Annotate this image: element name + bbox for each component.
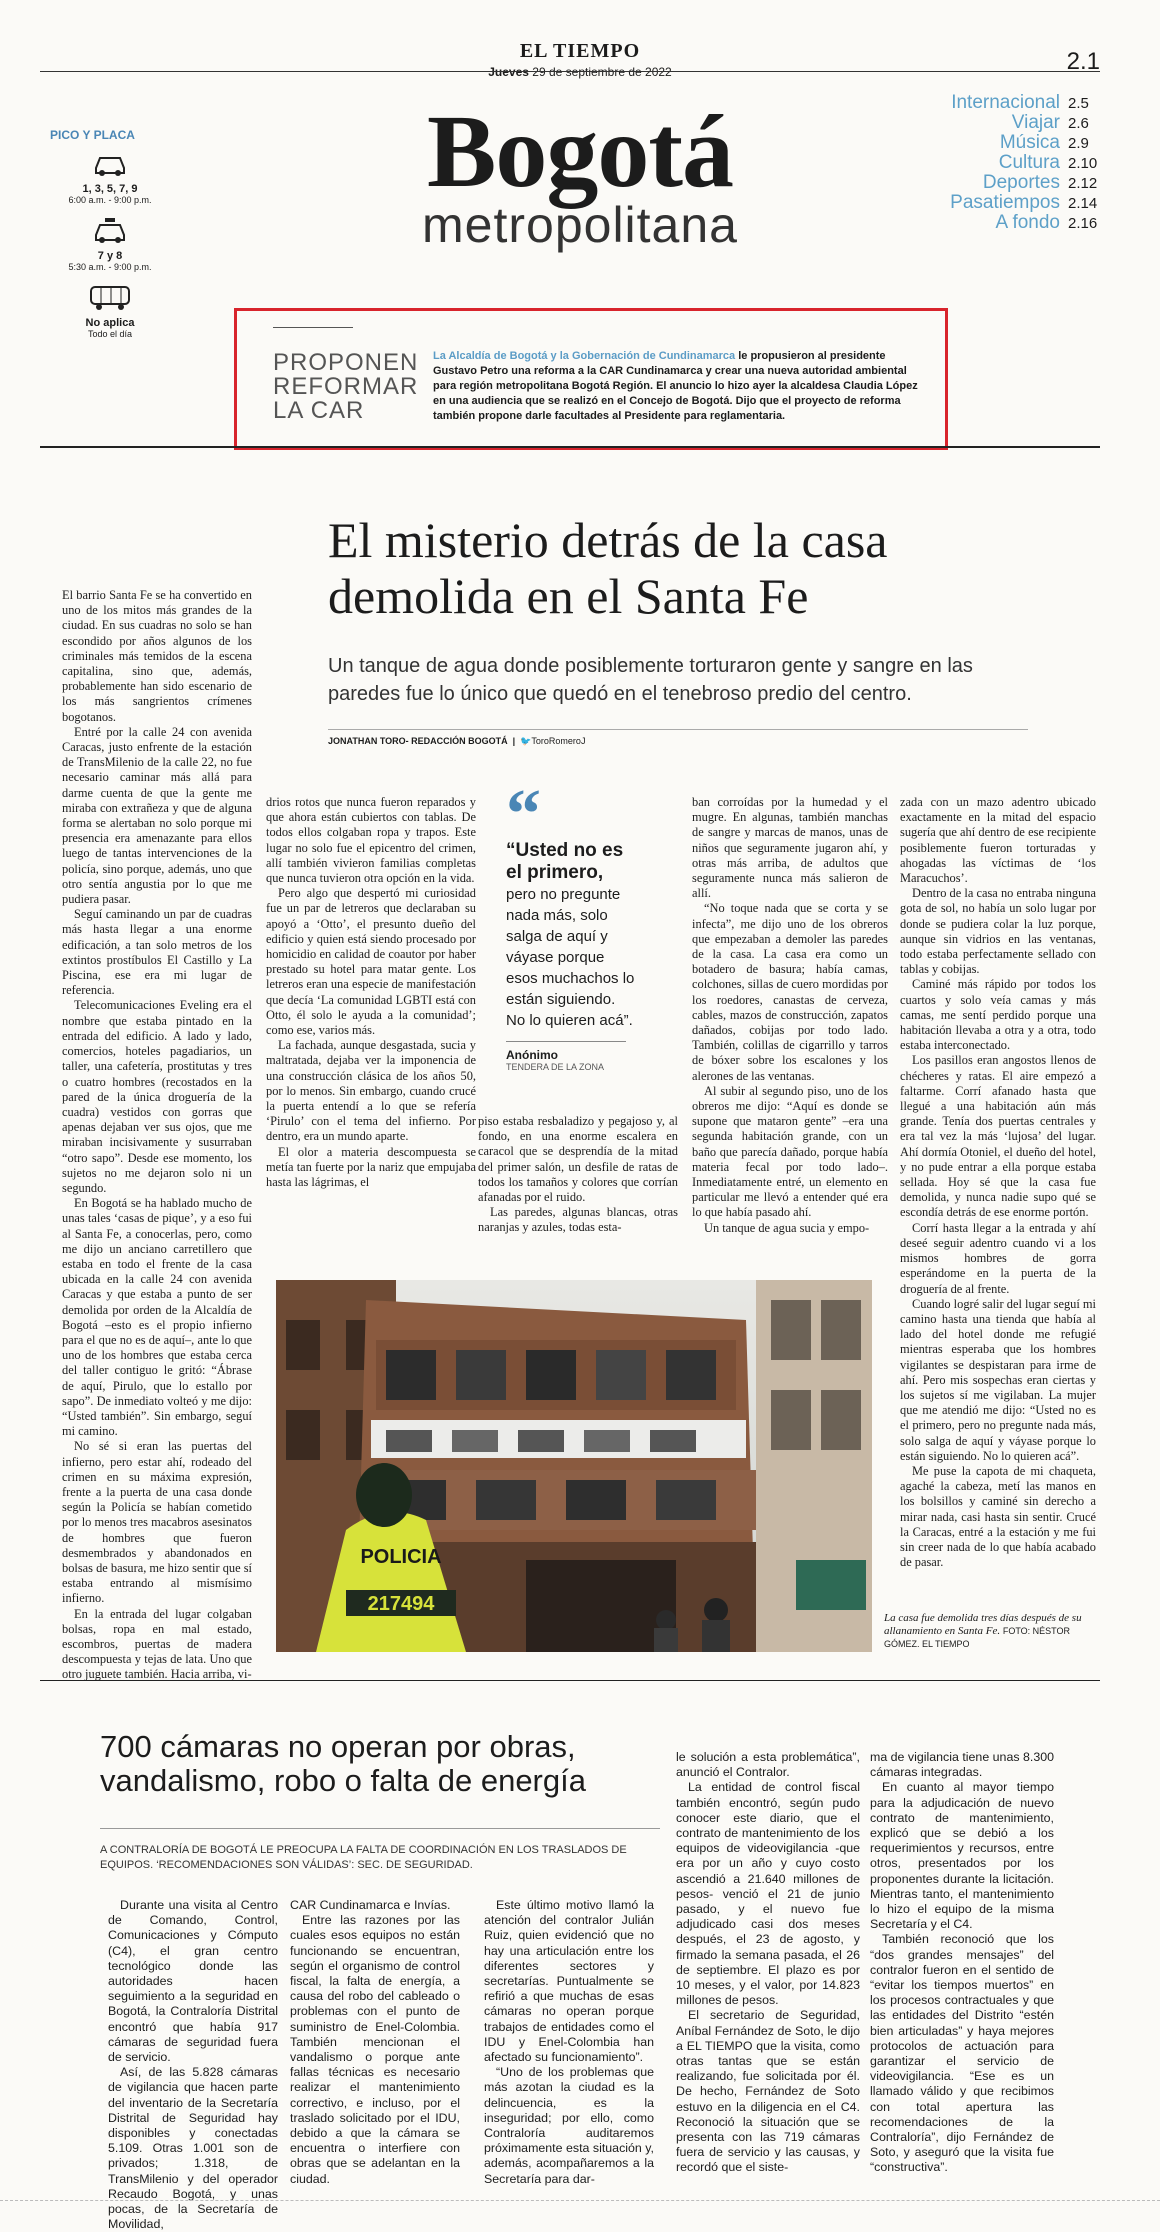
- quote-author: Anónimo: [506, 1048, 558, 1062]
- paragraph: “No toque nada que se corta y se infecta”, me dijo uno de los obreros que empezaban a demoler las paredes de la casa. La casa era como un botadero de basura; había camas, colchones, sillas de cuero mordidas por los roedores, canastas de cerveza, cables, mazos de construcción, zapatos dañados, cobijas por todo lado. También, colillas de cigarrillo y tarros de bóxer sobre los escalones y los alerones de las ventanas.: [692, 901, 888, 1083]
- pico-hours: 5:30 a.m. - 9:00 p.m.: [68, 262, 152, 272]
- paragraph: En la entrada del lugar colgaban bolsas, ropa en mal estado, escombros, puertas de madera descompuesta y tejas de lata. Uno que otro juguete también. Hacia arriba, vi-: [62, 1606, 252, 1682]
- main-column-4: [900, 795, 1096, 1570]
- quote-text: pero no pregunte nada más, solo salga de aquí y váyase porque esos muchachos lo están siguiendo. No lo quieren acá”.: [506, 886, 635, 1029]
- byline: JONATHAN TORO- REDACCIÓN BOGOTÁ | 🐦ToroRomeroJ: [328, 736, 586, 746]
- second-column-2: [290, 1898, 460, 2187]
- paragraph: Pero algo que despertó mi curiosidad fue un par de letreros que declaraban su apoyó a ‘Otto’, el presunto dueño del edificio y quien está siendo procesado por homicidio en calidad de coautor por haber prestado su hotel para matar gente. Los letreros eran una especie de manifestación que decía ‘La comunidad LGBTI está con Otto, él solo le ayuda a la comunidad’; como ese, varios más.: [266, 886, 476, 1038]
- index-item-page: 2.6: [1068, 115, 1089, 132]
- paragraph: No sé si eran las puertas del infierno, pero estar ahí, rodeado del crimen en su máxima expresión, frente a la puerta de una casa donde según la Policía se habían cometido por lo menos tres macabros asesinatos de hombres que fueron desmembrados y abandonados en bolsas de basura, me hizo sentir que sí estaba entrando al mismísimo infierno.: [62, 1439, 252, 1606]
- paragraph: Los pasillos eran angostos llenos de chécheres y ratas. El aire empezó a faltarme. Corrí afanado hasta que llegué a una habitación aún más grande. Tenía dos puertas centrales y era tal vez la más ‘lujosa’ del lugar. Ahí dormía Otoniel, el dueño del hotel, y no pude entrar a ella porque estaba sellada. Hoy sé que la casa fue demolida, y nunca nadie supo qué se escondía detrás de ese enorme portón.: [900, 1053, 1096, 1220]
- promo-box: [234, 308, 948, 450]
- twitter-icon: 🐦: [520, 736, 532, 746]
- section-index: [880, 92, 1100, 232]
- quote-role: TENDERA DE LA ZONA: [506, 1062, 605, 1072]
- photo-vest-label: POLICIA: [360, 1546, 442, 1568]
- paragraph: En Bogotá se ha hablado mucho de unas tales ‘casas de pique’, y a eso fui al Santa Fe, a conocerlas, pero, como me dijo un anciano carretillero que estaba en todo el frente de la casa ubicada en la calle 24 con avenida Caracas y que estaba a punto de ser demolida por orden de la Alcaldía de Bogotá –esto es el propio infierno para el que no es de aquí–, ante lo que uno de los hombres que estaba cerca del taller contiguo le gritó: “Ábrase de aquí, Pirulo, que lo estallo por sapo”. De inmediato volteó y me dijo: “Usted también”. Sin embargo, seguí mi camino.: [62, 1196, 252, 1439]
- index-item-name: Música: [999, 132, 1060, 153]
- promo-mark: [273, 327, 353, 328]
- pico-days: No aplica: [85, 317, 135, 329]
- paragraph: Dentro de la casa no entraba ninguna gota de sol, no había un solo lugar por donde se pudiera colar la luz porque, aunque sin vidrios en las ventanas, todo estaba perfectamente sellado con tablas y cobijas.: [900, 886, 1096, 977]
- taxi-icon: [50, 217, 170, 250]
- paragraph: En cuanto al mayor tiempo para la adjudicación de nuevo contrato de mantenimiento, explicó que se debió a los requerimientos y recursos, entre otros, presentados por los proponentes durante la licitación. Mientras tanto, el mantenimiento lo hizo el equipo de la misma Secretaría y el C4.: [870, 1780, 1054, 1932]
- story-photo: [276, 1280, 872, 1652]
- index-item: [880, 112, 1100, 132]
- date-rest: 29 de septiembre de 2022: [532, 65, 672, 79]
- pico-days: 1, 3, 5, 7, 9: [82, 183, 138, 195]
- second-headline: 700 cámaras no operan por obras, vandalismo, robo o falta de energía: [100, 1729, 586, 1798]
- paragraph: ban corroídas por la humedad y el mugre. En algunas, también manchas de sangre y marcas de manos, unas de niños que seguramente jugaron ahí, y otras más arriba, de adultos que seguramente nunca más salieron de allí.: [692, 795, 888, 901]
- main-column-2b: [478, 1114, 678, 1236]
- pico-y-placa-box: [50, 128, 170, 351]
- paragraph: zada con un mazo adentro ubicado exactamente en la mitad del espacio sugería que ahí dentro de ese recipiente posiblemente fueron torturadas y ahogadas las víctimas de ‘los Maracuchos’.: [900, 795, 1096, 886]
- paragraph: Durante una visita al Centro de Comando, Control, Comunicaciones y Cómputo (C4), el gran centro tecnológico donde las autoridades hacen seguimiento a la seguridad en Bogotá, la Contraloría Distrital encontró que había 917 cámaras de seguridad fuera de servicio.: [108, 1898, 278, 2065]
- section-rule: [40, 446, 1100, 448]
- paragraph: Caminé más rápido por todos los cuartos y solo veía camas y más camas, me sentí perdido porque una habitación llevaba a otra y a otra, todo estaba interconectado.: [900, 977, 1096, 1053]
- paragraph: Me puse la capota de mi chaqueta, agaché la cabeza, metí las manos en los bolsillos y caminé sin derecho a mirar nada, casi hasta sin sentir. Crucé la Caracas, entré a la estación y me fui sin creer nada de lo que había acabado de pasar.: [900, 1463, 1096, 1570]
- second-deck: A CONTRALORÍA DE BOGOTÁ LE PREOCUPA LA FALTA DE COORDINACIÓN EN LOS TRASLADOS DE EQUIPOS. ‘RECOMENDACIONES SON VÁLIDAS’: SEC. DE SEGURIDAD.: [100, 1844, 627, 1871]
- page-number: 2.1: [1066, 48, 1100, 75]
- photo-vest-number: 217494: [367, 1593, 435, 1615]
- promo-head: [273, 351, 418, 423]
- paragraph: Al subir al segundo piso, uno de los obreros me dijo: “Aquí es donde se supone que mataron gente” –era una segunda habitación grande, con un baño que parecía dañado, porque había materia fecal por todo lado–. Inmediatamente entré, un elemento en particular me llevó a entender qué era lo que había pasado ahí.: [692, 1083, 888, 1220]
- quote-lead: “Usted no es el primero,: [506, 840, 624, 883]
- paragraph: drios rotos que nunca fueron reparados y que ahora están cubiertos con tablas. De todos ellos colgaban ropa y trapos. Este lugar no solo fue el epicentro del crimen, allí también vivieron familias completas que nunca tuvieron otra opción en la vida.: [266, 795, 476, 886]
- index-item-page: 2.5: [1068, 95, 1089, 112]
- paragraph: La fachada, aunque desgastada, sucia y maltratada, dejaba ver la imponencia de una construcción clásica de los años 50, por lo menos. Sin embargo, cuando crucé la puerta entendí a lo que se refería ‘Pirulo’ con el tema del infierno. Por dentro, era un mundo aparte.: [266, 1038, 476, 1144]
- paragraph: También reconoció que los “dos grandes mensajes” del contralor fueron en el sentido de “evitar los tiempos muertos” en los procesos contractuales y que las entidades del Distrito “estén bien articuladas” y haya mejores protocolos de actuación para garantizar el servicio de videovigilancia. “Ese es un llamado válido y que recibimos con total apertura las recomendaciones de la Contraloría”, dijo Fernández de Soto, y aseguró que la visita fue “constructiva”.: [870, 1932, 1054, 2175]
- paragraph: Entré por la calle 24 con avenida Caracas, justo enfrente de la estación de TransMilenio de la calle 22, no fue necesario caminar más allá para darme cuenta de que la gente me miraba con extrañeza y que de alguna forma se alertaban no solo porque mi presencia era amenazante para ellos luego de tantas intervenciones de la policía, sino porque, además, uno que otro sentía angustia por lo que me pudiera pasar.: [62, 724, 252, 907]
- masthead: [0, 40, 1160, 79]
- index-item-name: Pasatiempos: [950, 192, 1060, 213]
- newspaper-name: EL TIEMPO: [519, 40, 641, 62]
- pull-quote: [506, 776, 636, 1072]
- byline-twitter: ToroRomeroJ: [531, 736, 586, 746]
- paragraph: Corrí hasta llegar a la entrada y ahí deseé seguir adentro cuando vi a los mismos hombres de gorra esperándome en la puerta de la droguería de al frente.: [900, 1220, 1096, 1296]
- index-item: [880, 92, 1100, 112]
- promo-head-line: REFORMAR: [273, 373, 419, 400]
- index-item-page: 2.16: [1068, 215, 1098, 232]
- paragraph: ma de vigilancia tiene unas 8.300 cámaras integradas.: [870, 1750, 1054, 1780]
- pico-item-car: [50, 152, 170, 205]
- paragraph: “Uno de los problemas que más azotan la ciudad es la delincuencia, es la inseguridad; por ello, como Contraloría auditaremos próximamente esta situación y, además, acompañaremos a la Secretaría para dar-: [484, 2065, 654, 2186]
- quote-rule: [506, 1041, 626, 1042]
- paragraph: CAR Cundinamarca e Invías.: [290, 1898, 451, 1912]
- second-column-4: [676, 1750, 860, 2176]
- promo-body: le propusieron al presidente Gustavo Petro una reforma a la CAR Cundinamarca y crear una nueva autoridad ambiental para región metropolitana Bogotá Región. El anuncio lo hizo ayer la alcaldesa Claudia López en una audiencia que se realizó en el Concejo de Bogotá. Dijo que el proyecto de reforma también propone darle facultades al Presidente para reglamentaria.: [433, 350, 918, 422]
- index-item-name: Deportes: [982, 172, 1060, 193]
- second-column-5: [870, 1750, 1054, 2176]
- masthead-rule: [40, 71, 1100, 72]
- main-headline: El misterio detrás de la casa demolida en el Santa Fe: [328, 512, 888, 624]
- paragraph: Así, de las 5.828 cámaras de vigilancia que hacen parte del inventario de la Secretaría Distrital de Seguridad hay disponibles y conectadas 5.109. Otras 1.001 son de privados; 1.318, de TransMilenio y del operador Recaudo Bogotá, y unas pocas, de la Secretaría de Movilidad,: [108, 2065, 278, 2232]
- index-item-page: 2.10: [1068, 155, 1098, 172]
- promo-head-line: LA CAR: [273, 397, 365, 424]
- paragraph: El olor a materia descompuesta se metía tan fuerte por la nariz que empujaba hasta las lágrimas, el: [266, 1144, 476, 1190]
- pico-days: 7 y 8: [97, 250, 123, 262]
- index-item: [880, 152, 1100, 172]
- index-item: [880, 172, 1100, 192]
- photo-credit: FOTO: NÉSTOR GÓMEZ. EL TIEMPO: [884, 1626, 1071, 1649]
- second-headline-rule: [100, 1828, 660, 1829]
- photo-caption: [884, 1612, 1094, 1651]
- main-subhead: Un tanque de agua donde posiblemente torturaron gente y sangre en las paredes fue lo único que quedó en el tenebroso predio del centro.: [328, 655, 973, 705]
- index-item: [880, 212, 1100, 232]
- paragraph: Un tanque de agua sucia y empo-: [704, 1220, 870, 1235]
- paragraph: Entre las razones por las cuales esos equipos no están funcionando se encuentran, según el organismo de control fiscal, la falta de energía, a causa del robo del cableado o problemas con el punto de suministro de Enel-Colombia. También mencionan el vandalismo o porque ante fallas técnicas es necesario realizar el mantenimiento correctivo, e incluso, por el traslado solicitado por el IDU, debido a que la cámara se encuentra o interfiere con obras que se adelantan en la ciudad.: [290, 1913, 460, 2186]
- issue-date: [0, 65, 1160, 79]
- pico-hours: 6:00 a.m. - 9:00 p.m.: [68, 195, 152, 205]
- index-item-name: A fondo: [995, 212, 1060, 233]
- paragraph: Las paredes, algunas blancas, otras naranjas y azules, todas esta-: [478, 1205, 678, 1235]
- index-item-name: Viajar: [1011, 112, 1060, 133]
- index-item-page: 2.14: [1068, 195, 1098, 212]
- promo-lead: La Alcaldía de Bogotá y la Gobernación de Cundinamarca: [433, 350, 736, 362]
- main-column-1: [62, 588, 252, 1683]
- caption-text: La casa fue demolida tres días después de su allanamiento en Santa Fe.: [884, 1612, 1082, 1637]
- paragraph: Este último motivo llamó la atención del contralor Julián Ruiz, quien evidenció que no hay una articulación entre los diferentes sectores y secretarías. Puntualmente se refirió a que muchas de esas cámaras no operan porque trabajos de entidades como el IDU y Enel-Colombia han afectado su funcionamiento”.: [484, 1898, 654, 2065]
- index-item-name: Cultura: [998, 152, 1060, 173]
- byline-author: JONATHAN TORO- REDACCIÓN BOGOTÁ: [328, 736, 508, 746]
- paragraph: Cuando logré salir del lugar seguí mi camino hasta una tienda que había al lado del hotel donde me refugié mientras esperaba que los hombres vigilantes se despistaran para irme de ahí. Pero mis sospechas eran ciertas y los sujetos sí me vigilaban. La mujer que me atendió me dijo: “Usted no es el primero, pero no pregunte nada más, solo salga de aquí y váyase porque lo están siguiendo. No lo quieren acá”.: [900, 1296, 1096, 1463]
- main-column-2: [266, 795, 476, 1190]
- car-icon: [50, 152, 170, 183]
- section-title: Bogotá: [427, 94, 733, 209]
- index-item-page: 2.12: [1068, 175, 1098, 192]
- second-column-3: [484, 1898, 654, 2187]
- date-day: Jueves: [488, 65, 529, 79]
- promo-text: [433, 349, 929, 424]
- truck-icon: [50, 284, 170, 317]
- paragraph: El barrio Santa Fe se ha convertido en uno de los mitos más grandes de la ciudad. En sus cuadras no solo se han escondido por años algunos de los criminales más temidos de la escena capitalina, sino que, además, probablemente han sido escenario de los más sangrientos crímenes bogotanos.: [62, 588, 252, 724]
- paragraph: Seguí caminando un par de cuadras más hasta llegar a una enorme edificación, a tan solo metros de los extintos prostíbulos El Castillo y La Piscina, ese era mi lugar de referencia.: [62, 907, 252, 998]
- paragraph: le solución a esta problemática”, anunció el Contralor.: [676, 1750, 860, 1780]
- main-column-3: [692, 795, 888, 1236]
- promo-head-line: PROPONEN: [273, 349, 419, 376]
- pico-y-placa-title: PICO Y PLACA: [50, 128, 135, 142]
- section-title-block: [330, 94, 830, 254]
- second-column-1: [108, 1898, 278, 2232]
- pico-hours: Todo el día: [87, 329, 133, 339]
- subhead-rule: [328, 729, 1028, 730]
- quote-mark-icon: “: [506, 776, 541, 853]
- index-item: [880, 132, 1100, 152]
- index-item-page: 2.9: [1068, 135, 1089, 152]
- section-subtitle: metropolitana: [422, 197, 738, 253]
- index-item: [880, 192, 1100, 212]
- story-divider: [40, 1680, 1100, 1681]
- page-footer-line: [0, 2200, 1160, 2201]
- pico-item-taxi: [50, 217, 170, 272]
- paragraph: Telecomunicaciones Eveling era el nombre que estaba pintado en la entrada del edificio. A lado y lado, comercios, hoteles pagadiarios, un taller, una cafetería, prostitutas y tres o cuatro hombres (recostados en la pared de la única droguería de la cuadra) vestidos con gorras que apenas dejaban ver sus ojos, que me miraban incisivamente y susurraban “otro sapo”. Desde ese momento, los sujetos no me dejaron solo ni un segundo.: [62, 998, 252, 1195]
- pico-item-truck: [50, 284, 170, 339]
- paragraph: El secretario de Seguridad, Aníbal Fernández de Soto, le dijo a EL TIEMPO que la visita, como otras tantas que se están realizando, fue solicitada por él. De hecho, Fernández de Soto estuvo en la diligencia en el C4. Reconoció la situación que se presenta con las 719 cámaras fuera de servicio y las causas, y recordó que el siste-: [676, 2008, 860, 2175]
- index-item-name: Internacional: [951, 92, 1060, 113]
- paragraph: piso estaba resbaladizo y pegajoso y, al fondo, en una enorme escalera en caracol que se desprendía de la mitad del primer salón, un desfile de ratas de todos los tamaños y colores que corrían afanadas por el ruido.: [478, 1114, 678, 1205]
- paragraph: La entidad de control fiscal también encontró, según pudo conocer este diario, que el contrato de mantenimiento de los equipos de videovigilancia -que era por un año y cuyo costo ascendió a 21.640 millones de pesos- venció el 21 de junio pasado, y el nuevo fue adjudicado casi dos meses después, el 23 de agosto, y firmado la semana pasada, el 26 de septiembre. El plazo es por 10 meses, y el valor, por 14.823 millones de pesos.: [676, 1780, 860, 2008]
